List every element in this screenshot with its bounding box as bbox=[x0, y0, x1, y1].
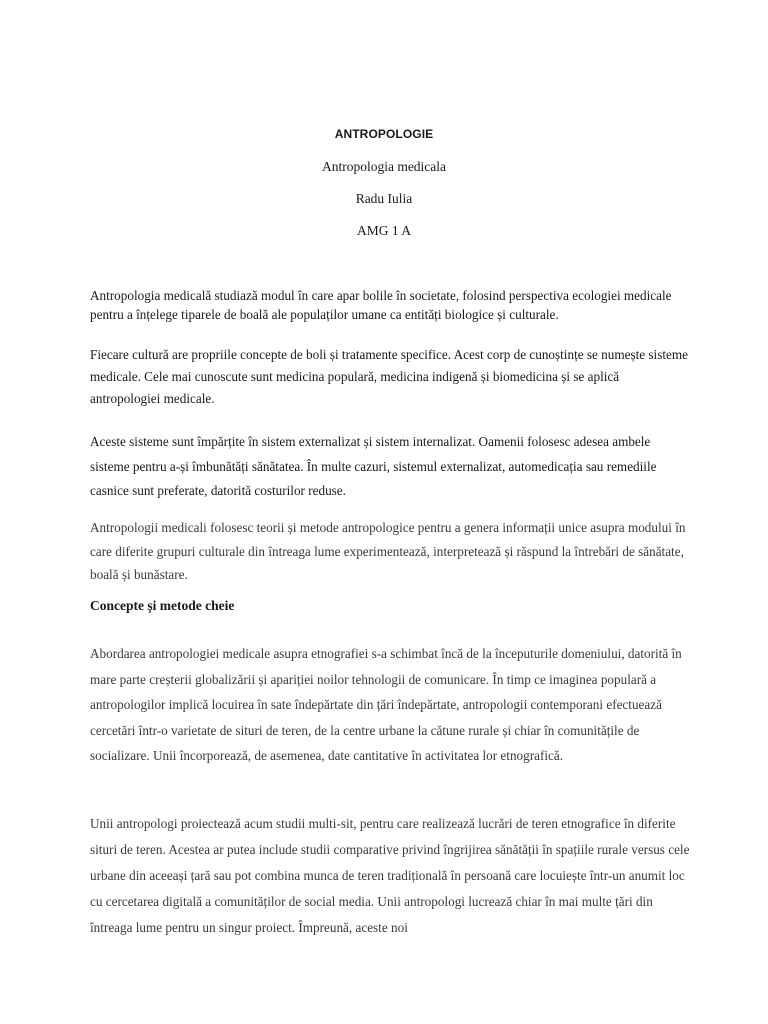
paragraph: Unii antropologi proiectează acum studii multi-sit, pentru care realizează lucrări de teren etnografice în diferite situri de teren. Acestea ar putea include studii comparative privind îngrijirea sănătății în spațiile rurale versus cele urbane din aceeași țară sau pot combina munca de teren tradițională în persoană care locuiește într-un anumit loc cu cercetarea digitală a comunităților de social media. Unii antropologi lucrează chiar în mai multe țări din întreaga lume pentru un singur proiect. Împreună, aceste noi bbox=[90, 816, 690, 935]
paragraph: Antropologii medicali folosesc teorii și metode antropologice pentru a genera informații unice asupra modului în care diferite grupuri culturale din întreaga lume experimentează, interpretează și răspund la întrebări de sănătate, boală și bunăstare. bbox=[90, 520, 686, 582]
paragraph: Fiecare cultură are propriile concepte de boli și tratamente specifice. Acest corp de cunoștințe se numește sisteme medicale. Cele mai cunoscute sunt medicina populară, medicina indigenă și biomedicina și se aplică antropologiei medicale. bbox=[90, 347, 688, 406]
section-heading: Concepte și metode cheie bbox=[90, 598, 235, 613]
paragraph: Abordarea antropologiei medicale asupra etnografiei s-a schimbat încă de la începuturile domeniului, datorită în mare parte creșterii globalizării și apariției noilor tehnologii de comunicare. În timp ce imaginea populară a antropologilor implică locuirea în sate îndepărtate din țări îndepărtate, antropologii contemporani efectuează cercetări într-o varietate de situri de teren, de la centre urbane la cătune rurale și chiar în comunitățile de socializare. Unii încorporează, de asemenea, date cantitative în activitatea lor etnografică. bbox=[90, 646, 682, 763]
paragraph: Aceste sisteme sunt împărțite în sistem externalizat și sistem internalizat. Oamenii folosesc adesea ambele sisteme pentru a-și îmbunătăți sănătatea. În multe cazuri, sistemul externalizat, automedicația sau remediile casnice sunt preferate, datorită costurilor reduse. bbox=[90, 434, 657, 498]
group-label: AMG 1 A bbox=[356, 223, 411, 238]
document-subtitle: Antropologia medicala bbox=[321, 159, 447, 174]
paragraph: Antropologia medicală studiază modul în care apar bolile în societate, folosind perspectiva ecologiei medicale pentru a înțelege tiparele de boală ale populaților umane ca entități biologice și culturale. bbox=[90, 288, 672, 322]
document-title: ANTROPOLOGIE bbox=[334, 127, 434, 141]
author-name: Radu Iulia bbox=[355, 191, 413, 206]
